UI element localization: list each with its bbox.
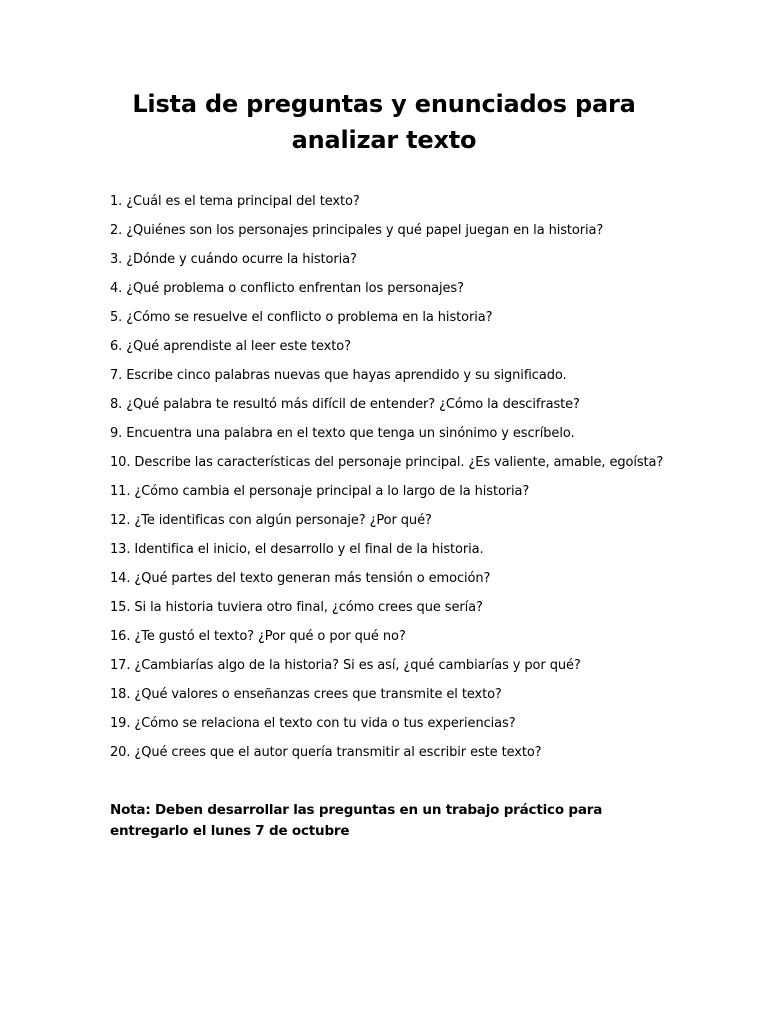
question-item: 10. Describe las características del personaje principal. ¿Es valiente, amable, egoísta? bbox=[110, 455, 664, 470]
question-item: 16. ¿Te gustó el texto? ¿Por qué o por qué no? bbox=[110, 629, 406, 644]
question-item: 19. ¿Cómo se relaciona el texto con tu vida o tus experiencias? bbox=[110, 716, 516, 731]
submission-note: Nota: Deben desarrollar las preguntas en un trabajo práctico para entregarlo el lunes 7 de octubre bbox=[110, 802, 603, 839]
question-item: 2. ¿Quiénes son los personajes principales y qué papel juegan en la historia? bbox=[110, 223, 604, 238]
question-item: 11. ¿Cómo cambia el personaje principal a lo largo de la historia? bbox=[110, 484, 530, 499]
question-list bbox=[110, 192, 670, 772]
question-item: 13. Identifica el inicio, el desarrollo y el final de la historia. bbox=[110, 542, 484, 557]
document-title: Lista de preguntas y enunciados para analizar texto bbox=[132, 90, 636, 154]
question-item: 15. Si la historia tuviera otro final, ¿cómo crees que sería? bbox=[110, 600, 483, 615]
question-item: 18. ¿Qué valores o enseñanzas crees que transmite el texto? bbox=[110, 687, 502, 702]
question-item: 1. ¿Cuál es el tema principal del texto? bbox=[110, 194, 360, 209]
question-item: 12. ¿Te identificas con algún personaje? ¿Por qué? bbox=[110, 513, 432, 528]
question-item: 4. ¿Qué problema o conflicto enfrentan los personajes? bbox=[110, 281, 464, 296]
question-item: 14. ¿Qué partes del texto generan más tensión o emoción? bbox=[110, 571, 491, 586]
question-item: 17. ¿Cambiarías algo de la historia? Si es así, ¿qué cambiarías y por qué? bbox=[110, 658, 581, 673]
question-item: 6. ¿Qué aprendiste al leer este texto? bbox=[110, 339, 351, 354]
question-item: 3. ¿Dónde y cuándo ocurre la historia? bbox=[110, 252, 357, 267]
question-item: 5. ¿Cómo se resuelve el conflicto o problema en la historia? bbox=[110, 310, 493, 325]
question-item: 20. ¿Qué crees que el autor quería transmitir al escribir este texto? bbox=[110, 745, 542, 760]
question-item: 9. Encuentra una palabra en el texto que tenga un sinónimo y escríbelo. bbox=[110, 426, 575, 441]
question-item: 8. ¿Qué palabra te resultó más difícil de entender? ¿Cómo la descifraste? bbox=[110, 397, 580, 412]
question-item: 7. Escribe cinco palabras nuevas que hayas aprendido y su significado. bbox=[110, 368, 567, 383]
